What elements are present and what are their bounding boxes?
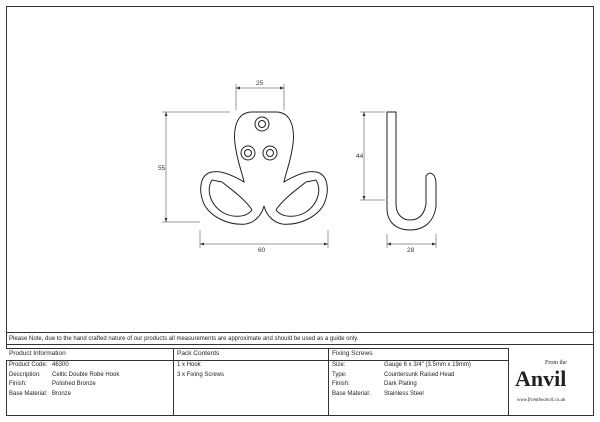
info-row: Product Code: 46300 [9,362,69,368]
dim-side-height: 44 [356,153,364,160]
fixing-screws-heading: Fixing Screws [329,348,508,361]
product-information-column [6,348,174,416]
dim-width-top: 25 [256,80,264,87]
anvil-logo [509,348,594,416]
screw-row: Type: Countersunk Raised Head [332,371,455,378]
info-row: Finish: Polished Bronze [9,381,96,387]
dim-side-depth: 28 [407,247,415,254]
pack-contents-heading: Pack Contents [174,348,328,361]
fixing-screws-column [329,348,509,416]
screw-hole-right [263,146,277,160]
screw-row: Base Material: Stainless Steel [332,390,424,397]
logo-brand: Anvil [515,366,567,391]
hook-side-outline [387,112,436,230]
logo-url: www.fromtheanvil.co.uk [517,398,566,403]
logo-from-text: From the [545,360,567,366]
screw-hole-left [241,146,255,160]
pack-item: 1 x Hook [177,362,201,368]
screw-row: Finish: Dark Plating [332,381,417,387]
product-information-heading: Product Information [6,348,173,361]
disclaimer-note: Please Note, due to the hand crafted nature of our products all measurements are approximate and should be used as a guide only. [6,332,594,345]
pack-contents-column [174,348,329,416]
hook-front-outline [201,112,328,224]
hook-front-inner [209,180,319,216]
info-row: Base Material: Bronze [9,390,72,397]
screw-hole-top [255,117,269,131]
info-row: Description: Celtic Double Robe Hook [9,371,120,378]
screw-row: Size: Gauge 6 x 3/4" (3.5mm x 19mm) [332,362,471,368]
dim-width-bottom: 60 [258,247,266,254]
pack-item: 3 x Fixing Screws [177,371,225,378]
info-table [6,348,594,416]
dim-height-left: 55 [158,165,166,172]
